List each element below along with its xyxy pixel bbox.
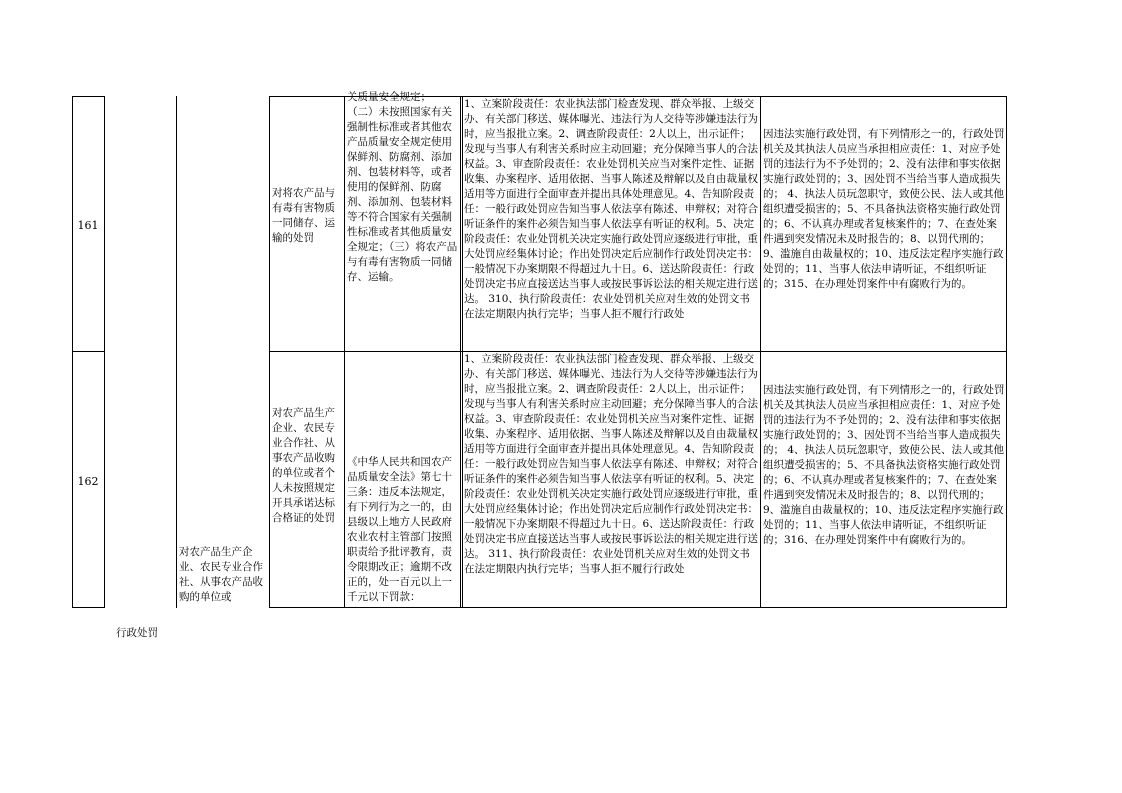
grid-line	[72, 96, 104, 97]
row-162-legal-basis: 《中华人民共和国农产品质量安全法》第七十三条：违反本法规定，有下列行为之一的，由县级以上地方人民政府农业农村主管部门按照职责给予批评教育，责令限期改正；逾期不改正的，处一百元以上一千元以下罚款：	[347, 456, 452, 603]
row-161-number: 161	[77, 219, 99, 232]
grid-line	[760, 96, 761, 608]
grid-line	[269, 607, 1006, 608]
grid-line	[460, 96, 461, 608]
grid-line	[344, 96, 345, 608]
row-161-item-name: 对将农产品与有毒有害物质一同储存、运输的处罚	[272, 187, 335, 244]
grid-line	[462, 96, 463, 608]
grid-line	[269, 96, 270, 608]
row-162-duty-content: 1、立案阶段责任：农业执法部门检查发现、群众举报、上级交办、有关部门移送、媒体曝光、违法行为人交待等涉嫌违法行为时，应当报批立案。2、调查阶段责任：2人以上，出示证件；发现与当事人有利害关系时应主动回避；充分保障当事人的合法权益。3、审查阶段责任：农业处罚机关应当对案件定性、证据收集、办案程序、适用依据、当事人陈述及辩解以及自由裁量权适用等方面进行全面审查并提出具体处理意见。4、告知阶段责任：一般行政处罚应告知当事人依法享有陈述、申辩权；对符合听证条件的案件必须告知当事人依法享有听证的权利。5、决定阶段责任：农业处罚机关决定实施行政处罚应逐级进行审批，重大处罚应经集体讨论；作出处罚决定后应制作行政处罚决定书：一般情况下办案期限不得超过九十日。6、送达阶段责任：行政处罚决定书应直接送达当事人或按民事诉讼法的相关规定进行送达。 311、执行阶段责任：农业处罚机关应对生效的处罚文书在法定期限内执行完毕；当事人拒不履行行政处	[464, 353, 758, 575]
grid-line	[72, 351, 104, 352]
row-162-item-name: 对农产品生产企业、农民专业合作社、从事农产品收购的单位或者个人未按照规定开具承诺达标合格证的处罚	[272, 407, 335, 524]
grid-line	[176, 96, 177, 608]
grid-line	[72, 96, 73, 608]
grid-line	[104, 96, 105, 608]
row-162-subject: 对农产品生产企业、农民专业合作社、从事农产品收购的单位或	[179, 546, 263, 603]
row-162-accountability: 因违法实施行政处罚，有下列情形之一的，行政处罚机关及其执法人员应当承担相应责任：1、对应予处罚的违法行为不予处罚的；2、没有法律和事实依据实施行政处罚的；3、因处罚不当给当事人造成损失的； 4、执法人员玩忽职守，致使公民、法人或其他组织遭受损害的；5、不具备执法资格实施行政处罚的；6、不认真办理或者复核案件的；7、在查处案件遇到突发情况未及时报告的；8、以罚代刑的；9、滥施自由裁量权的；10、违反法定程序实施行政处罚的；11、当事人依法申请听证，不组织听证的；316、在办理处罚案件中有腐败行为的。	[763, 384, 1005, 546]
grid-line	[72, 607, 104, 608]
row-161-legal-basis: 关质量安全规定； （二）未按照国家有关强制性标准或者其他农产品质量安全规定使用保鲜剂、防腐剂、添加剂、包装材料等，或者使用的保鲜剂、防腐剂、添加剂、包装材料等不符合国家有关强制性标准或者其他质量安全规定；（三）将农产品与有毒有害物质一同储存、运输。	[347, 91, 458, 283]
grid-line	[1006, 96, 1007, 608]
row-162-category: 行政处罚	[116, 627, 158, 639]
row-161-accountability: 因违法实施行政处罚，有下列情形之一的，行政处罚机关及其执法人员应当承担相应责任：1、对应予处罚的违法行为不予处罚的；2、没有法律和事实依据实施行政处罚的；3、因处罚不当给当事人造成损失的； 4、执法人员玩忽职守，致使公民、法人或其他组织遭受损害的；5、不具备执法资格实施行政处罚的；6、不认真办理或者复核案件的；7、在查处案件遇到突发情况未及时报告的；8、以罚代刑的；9、滥施自由裁量权的；10、违反法定程序实施行政处罚的；11、当事人依法申请听证，不组织听证的；315、在办理处罚案件中有腐败行为的。	[763, 128, 1005, 290]
row-162-number: 162	[77, 475, 99, 488]
row-161-duty-content: 1、立案阶段责任：农业执法部门检查发现、群众举报、上级交办、有关部门移送、媒体曝光、违法行为人交待等涉嫌违法行为时，应当报批立案。2、调查阶段责任：2人以上，出示证件；发现与当事人有利害关系时应主动回避；充分保障当事人的合法权益。3、审查阶段责任：农业处罚机关应当对案件定性、证据收集、办案程序、适用依据、当事人陈述及辩解以及自由裁量权适用等方面进行全面审查并提出具体处理意见。4、告知阶段责任：一般行政处罚应告知当事人依法享有陈述、申辩权；对符合听证条件的案件必须告知当事人依法享有听证的权利。5、决定阶段责任：农业处罚机关决定实施行政处罚应逐级进行审批，重大处罚应经集体讨论；作出处罚决定后应制作行政处罚决定书：一般情况下办案期限不得超过九十日。6、送达阶段责任：行政处罚决定书应直接送达当事人或按民事诉讼法的相关规定进行送达。 310、执行阶段责任：农业处罚机关应对生效的处罚文书在法定期限内执行完毕；当事人拒不履行行政处	[464, 98, 758, 320]
